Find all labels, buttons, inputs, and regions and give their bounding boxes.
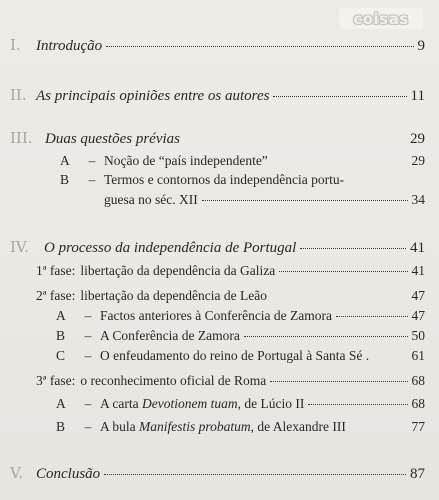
subentry-dash: – (88, 153, 96, 168)
subentry-text: O enfeudamento do reino de Portugal à Santa Sé . (100, 348, 370, 363)
toc-entry-conclusao (10, 465, 425, 482)
subentry-letter: B (56, 419, 66, 434)
phase-label: 1ª fase: (36, 263, 76, 278)
toc-subentry-manifestis-probatum (56, 419, 425, 435)
subentry-text (100, 396, 304, 412)
subentry-dash: – (84, 396, 92, 411)
subentry-dash: – (84, 328, 92, 343)
leader-dots (104, 474, 406, 475)
subentry-letter: B (56, 328, 66, 343)
section-title: As principais opiniões entre os autores (36, 88, 270, 104)
leader-dots (106, 46, 413, 47)
leader-dots (336, 316, 407, 317)
section-number: V. (10, 464, 23, 482)
page-number: 29 (410, 131, 425, 147)
toc-entry-principais-opinioes (10, 87, 425, 104)
page-number: 47 (411, 288, 425, 303)
section-title: Duas questões prévias (45, 131, 180, 147)
page-number: 50 (411, 328, 425, 343)
subentry-letter: C (56, 348, 66, 363)
toc-entry-introducao (10, 37, 425, 54)
phase-text: libertação da dependência da Galiza (80, 263, 276, 278)
page-number: 47 (411, 308, 425, 323)
leader-dots (300, 248, 406, 249)
subentry-dash: – (88, 172, 96, 187)
toc-entry-duas-questoes (10, 130, 425, 147)
page-number: 68 (411, 396, 425, 411)
page-number: 29 (411, 153, 425, 168)
subentry-dash: – (84, 308, 92, 323)
subentry-text-italic: Manifestis probatum (139, 419, 251, 434)
leader-dots (273, 96, 406, 97)
coisas-watermark-logo: coisas (339, 8, 423, 29)
toc-subentry-devotionem-tuam (56, 396, 425, 412)
section-title: Introdução (36, 38, 103, 54)
page-number: 41 (411, 263, 425, 278)
subentry-letter: A (60, 153, 70, 168)
phase-label: 3ª fase: (36, 373, 76, 388)
subentry-text: Factos anteriores à Conferência de Zamora (100, 308, 333, 323)
subentry-text-pre: A bula (100, 419, 139, 434)
subentry-text-post: , de Alexandre III (250, 419, 346, 434)
toc-phase-1 (36, 263, 425, 279)
page-number: 68 (411, 373, 425, 388)
phase-text: libertação da dependência de Leão (80, 288, 267, 303)
subentry-letter: A (56, 308, 66, 323)
subentry-dash: – (84, 419, 92, 434)
subentry-text-pre: A carta (100, 396, 142, 411)
subentry-letter: A (56, 396, 66, 411)
toc-subentry-conferencia-zamora (56, 328, 425, 344)
subentry-text-italic: Devotionem tuam (141, 396, 238, 411)
toc-phase-3 (36, 373, 425, 389)
page-number: 41 (410, 240, 425, 256)
section-number: III. (10, 129, 33, 147)
leader-dots (308, 404, 407, 405)
subentry-dash: – (84, 348, 92, 363)
toc-phase-2 (36, 288, 425, 304)
section-title: O processo da independência de Portugal (44, 240, 297, 256)
leader-dots (270, 381, 407, 382)
section-number: IV. (10, 238, 29, 256)
leader-dots (279, 271, 407, 272)
toc-subentry-termos-contornos-cont (104, 192, 425, 208)
page-number: 11 (410, 88, 425, 104)
subentry-letter: B (60, 172, 70, 187)
page-number: 87 (410, 466, 425, 482)
toc-subentry-enfeudamento (56, 348, 425, 364)
section-number: II. (10, 86, 27, 104)
page-number: 77 (411, 419, 425, 434)
subentry-text-post: , de Lúcio II (237, 396, 305, 411)
section-number: I. (10, 36, 21, 54)
phase-label: 2ª fase: (36, 288, 76, 303)
section-title: Conclusão (36, 466, 101, 482)
page-number: 9 (417, 38, 425, 54)
toc-subentry-termos-contornos (60, 172, 425, 188)
subentry-text: Termos e contornos da independência portu- (104, 172, 345, 187)
leader-dots (244, 336, 408, 337)
toc-subentry-factos-anteriores (56, 308, 425, 324)
toc-entry-processo-independencia (10, 239, 425, 256)
subentry-text: A Conferência de Zamora (100, 328, 240, 343)
leader-dots (202, 200, 408, 201)
subentry-text: Noção de “país independente” (104, 153, 268, 168)
page-number: 34 (411, 192, 425, 207)
subentry-text (100, 419, 346, 435)
phase-text: o reconhecimento oficial de Roma (80, 373, 267, 388)
toc-subentry-pais-independente (60, 153, 425, 169)
subentry-text-continued: guesa no séc. XII (104, 192, 198, 207)
page-number: 61 (411, 348, 425, 363)
